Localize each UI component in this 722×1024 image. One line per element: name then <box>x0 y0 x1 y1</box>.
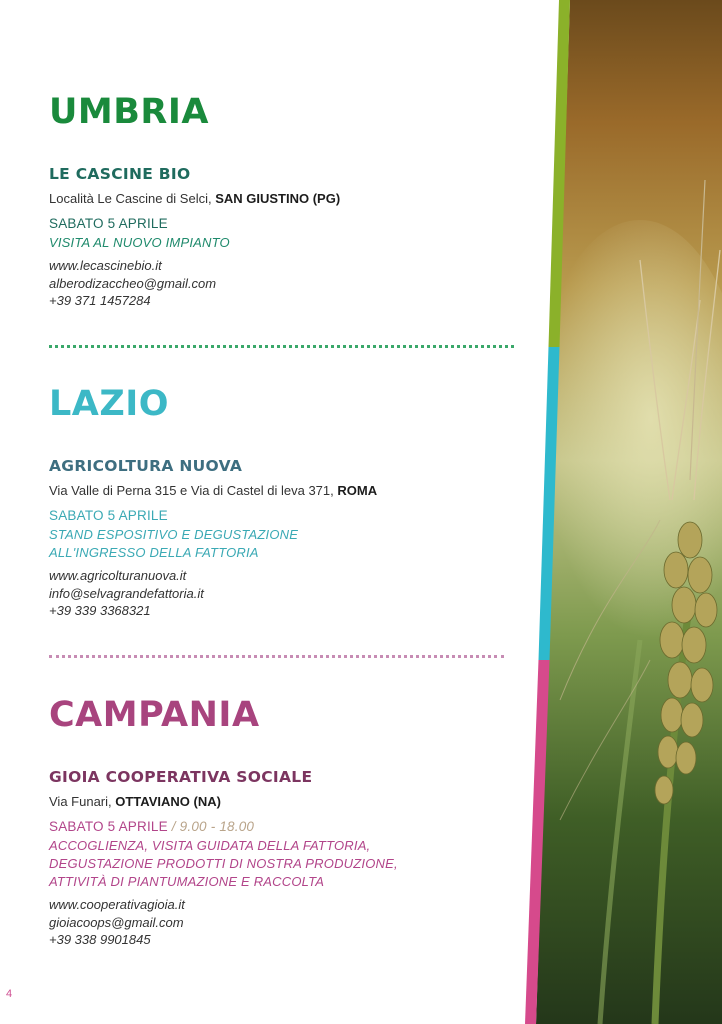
farm-address: Via Valle di Perna 315 e Via di Castel di leva 371, ROMA <box>49 483 378 498</box>
contacts <box>49 567 204 620</box>
website-link[interactable]: www.lecascinebio.it <box>49 258 162 273</box>
region-heading-campania: CAMPANIA <box>49 695 260 735</box>
region-heading-lazio: LAZIO <box>49 384 170 424</box>
section-lazio <box>49 384 529 618</box>
event-activity: STAND ESPOSITIVO E DEGUSTAZIONE ALL'INGRESSO DELLA FATTORIA <box>49 527 299 560</box>
phone-number[interactable]: +39 371 1457284 <box>49 293 151 308</box>
page-number: 4 <box>6 988 13 1000</box>
phone-number[interactable]: +39 338 9901845 <box>49 932 151 947</box>
farm-address: Località Le Cascine di Selci, SAN GIUSTINO (PG) <box>49 191 341 206</box>
email-link[interactable]: alberodizaccheo@gmail.com <box>49 275 217 291</box>
event-activity: ACCOGLIENZA, VISITA GUIDATA DELLA FATTORIA, DEGUSTAZIONE PRODOTTI DI NOSTRA PRODUZIONE, ATTIVITÀ DI PIANTUMAZIONE E RACCOLTA <box>49 838 398 889</box>
contacts <box>49 896 185 949</box>
email-link[interactable]: gioiacoops@gmail.com <box>49 914 184 930</box>
event-date: SABATO 5 APRILE <box>49 216 168 231</box>
divider <box>49 655 504 658</box>
farm-address: Via Funari, OTTAVIANO (NA) <box>49 794 221 809</box>
section-umbria <box>49 92 529 308</box>
email-link[interactable]: info@selvagrandefattoria.it <box>49 585 204 601</box>
phone-number[interactable]: +39 339 3368321 <box>49 603 151 618</box>
website-link[interactable]: www.agricolturanuova.it <box>49 568 187 583</box>
event-date: SABATO 5 APRILE / 9.00 - 18.00 <box>49 819 255 834</box>
farm-name: LE CASCINE BIO <box>49 165 191 183</box>
contacts <box>49 257 216 310</box>
farm-name: AGRICOLTURA NUOVA <box>49 457 243 475</box>
event-date: SABATO 5 APRILE <box>49 508 168 523</box>
event-activity: VISITA AL NUOVO IMPIANTO <box>49 235 230 250</box>
website-link[interactable]: www.cooperativagioia.it <box>49 897 185 912</box>
divider <box>49 345 514 348</box>
farm-name: GIOIA COOPERATIVA SOCIALE <box>49 768 313 786</box>
region-heading-umbria: UMBRIA <box>49 92 209 132</box>
section-campania <box>49 695 529 947</box>
